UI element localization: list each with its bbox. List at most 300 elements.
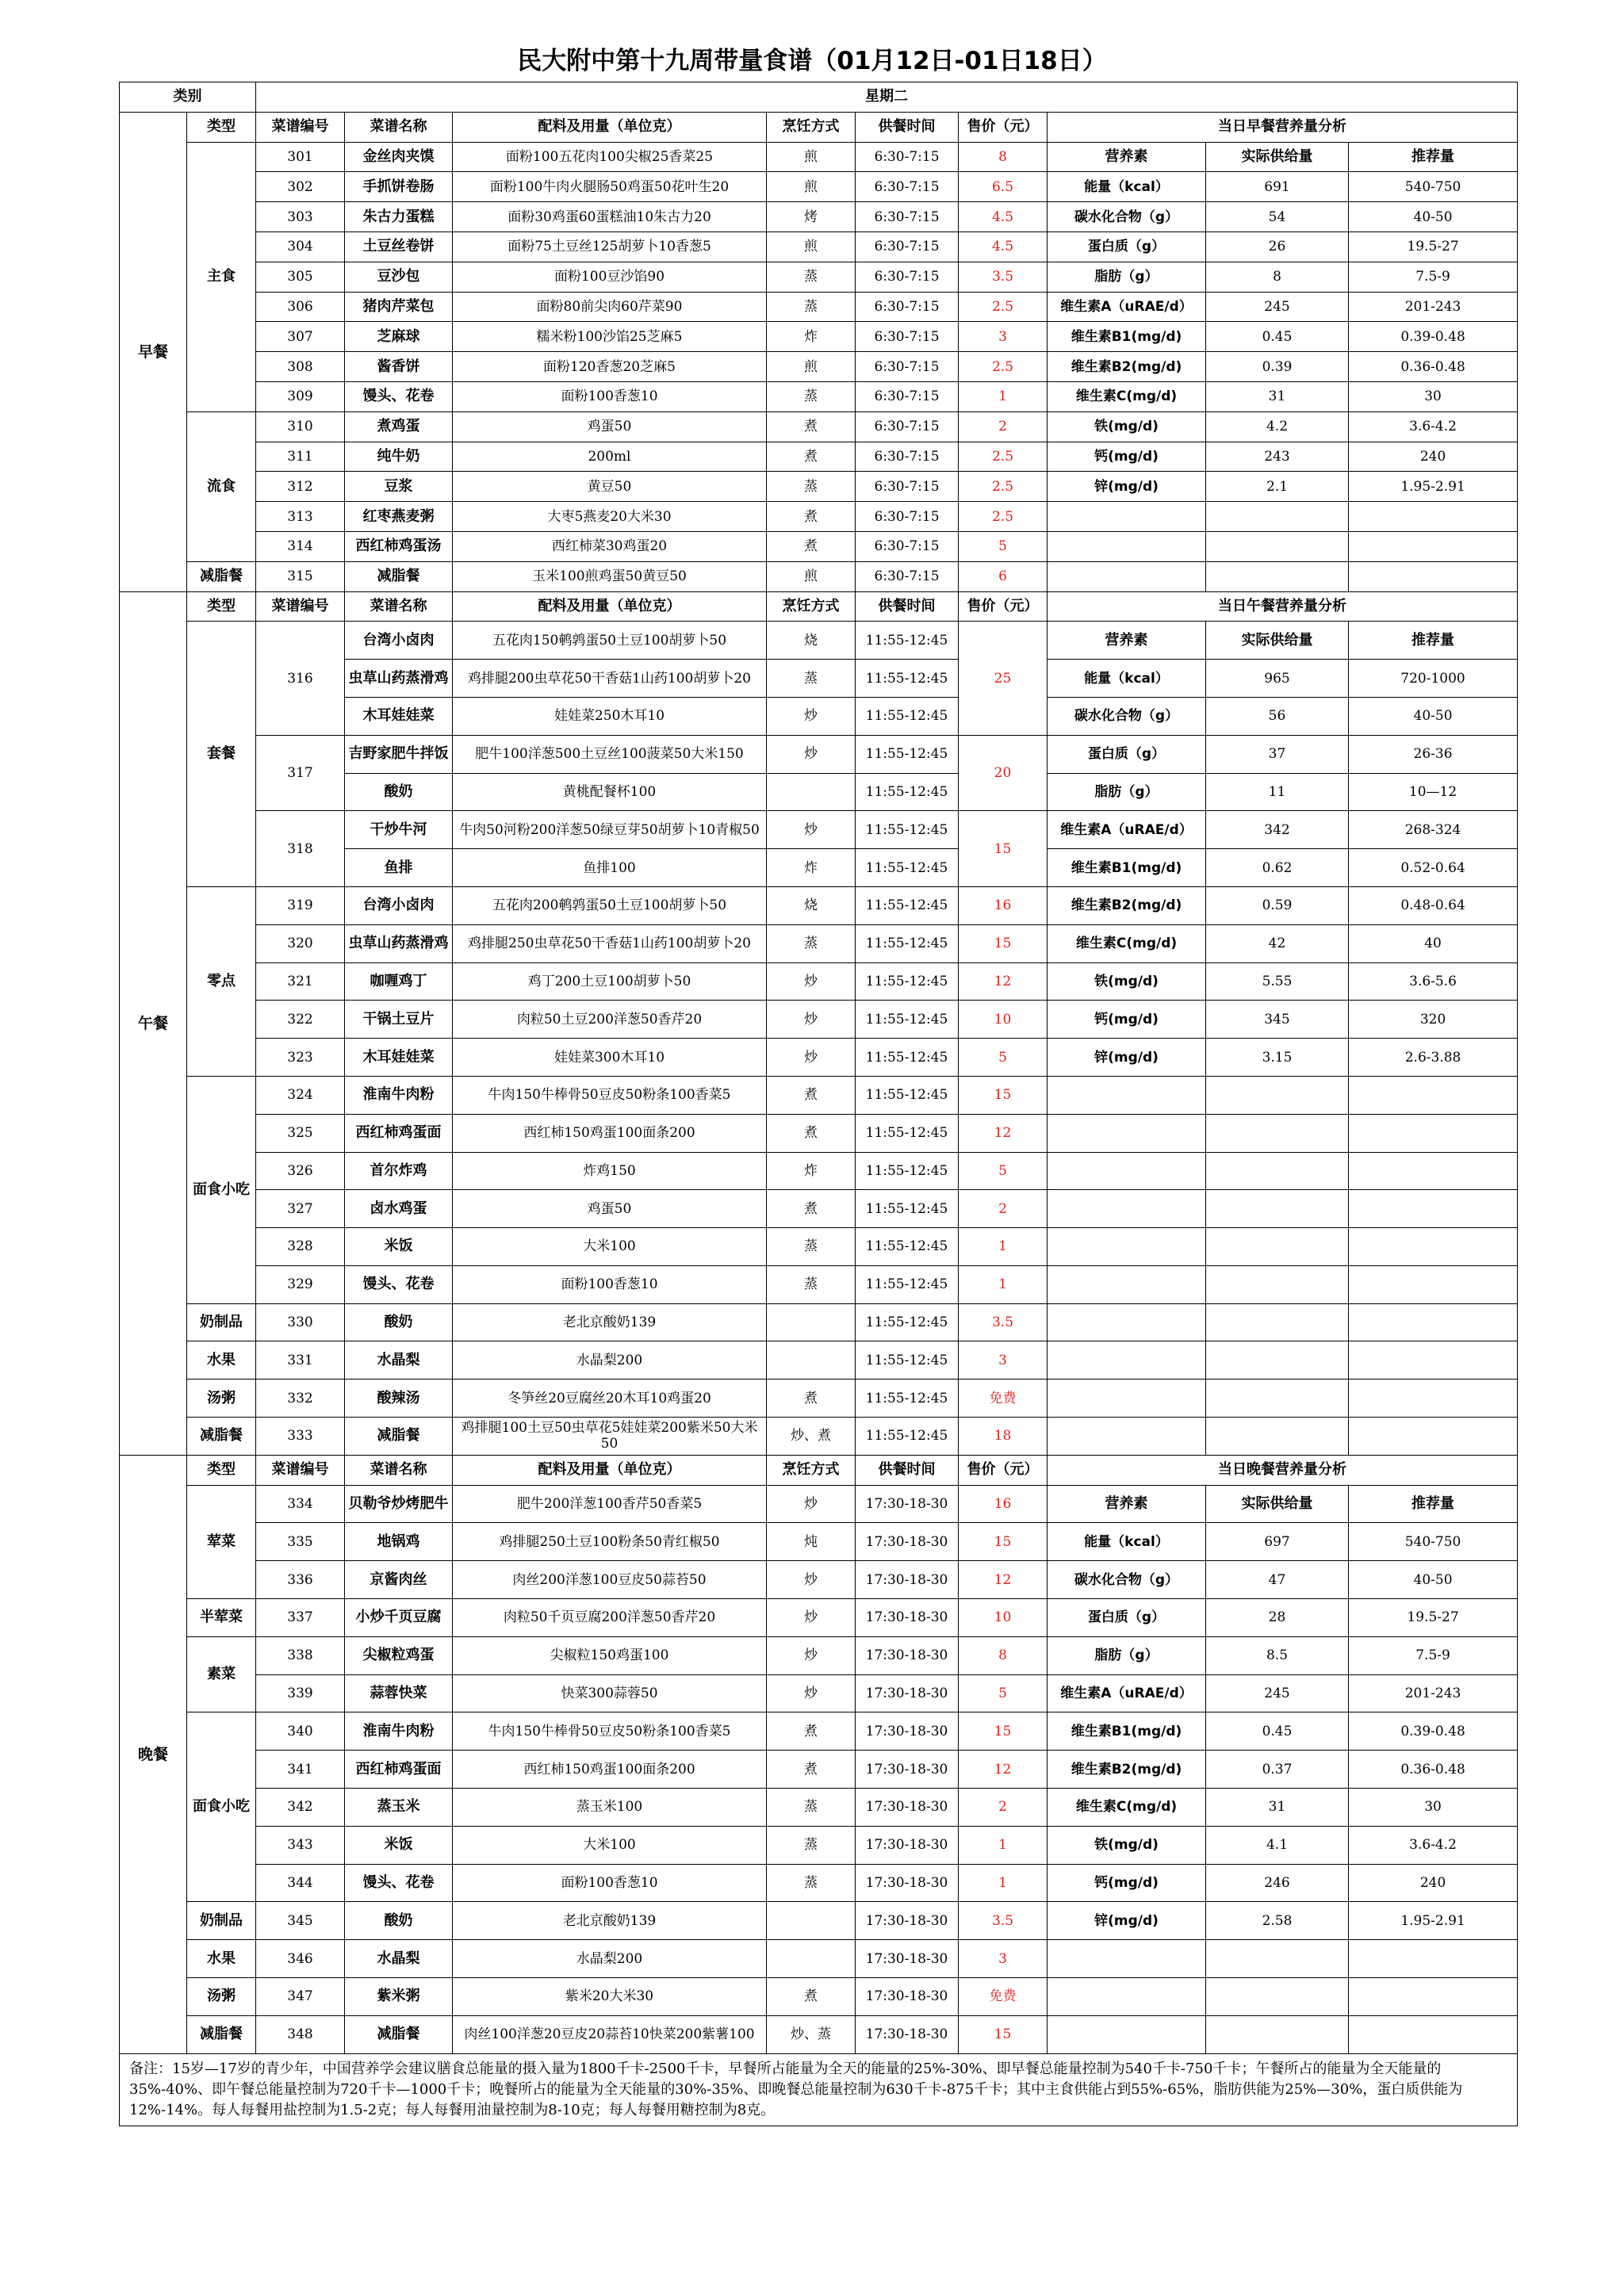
price: 1: [959, 1228, 1048, 1266]
blank-cell: [1048, 1228, 1206, 1266]
nutrient-recommended: 268-324: [1349, 811, 1518, 849]
dish-name: 纯牛奶: [345, 442, 453, 472]
dish-code: 320: [256, 924, 345, 962]
cook-method: 煎: [767, 561, 856, 591]
group-type: 面食小吃: [187, 1712, 256, 1902]
price: 免费: [959, 1978, 1048, 2016]
serve-time: 11:55-12:45: [856, 697, 959, 735]
serve-time: 11:55-12:45: [856, 849, 959, 887]
cook-method: 炒: [767, 1636, 856, 1674]
cook-method: 炒: [767, 1674, 856, 1712]
nutrient-supply: 691: [1206, 172, 1349, 202]
nutrient-recommended: 30: [1349, 1789, 1518, 1827]
dish-code: 347: [256, 1978, 345, 2016]
nutrient-name: 脂肪（g）: [1048, 1636, 1206, 1674]
nutrient-name: 维生素C(mg/d): [1048, 1789, 1206, 1827]
supply-header: 实际供给量: [1206, 142, 1349, 172]
cook-method: 蒸: [767, 924, 856, 962]
recommended-header: 推荐量: [1349, 1485, 1518, 1523]
serve-time: 11:55-12:45: [856, 1190, 959, 1228]
dish-code: 340: [256, 1712, 345, 1751]
table-row: [120, 1978, 1518, 2016]
blank-cell: [1349, 1114, 1518, 1152]
table-row: [120, 1636, 1518, 1674]
nutrient-recommended: 7.5-9: [1349, 262, 1518, 292]
dish-code: 317: [256, 735, 345, 811]
dish-code: 328: [256, 1228, 345, 1266]
table-row: [120, 1418, 1518, 1456]
blank-cell: [1206, 1076, 1349, 1114]
serve-time: 6:30-7:15: [856, 472, 959, 502]
blank-cell: [1206, 1114, 1349, 1152]
dish-code: 303: [256, 202, 345, 232]
ingredients: 西红柿菜30鸡蛋20: [453, 531, 767, 561]
nutrient-name: 维生素A（uRAE/d）: [1048, 1674, 1206, 1712]
price: 6: [959, 561, 1048, 591]
table-row: [120, 502, 1518, 532]
blank-cell: [1048, 1940, 1206, 1978]
table-row: [120, 1864, 1518, 1902]
cook-method: 蒸: [767, 1864, 856, 1902]
nutrient-name: 维生素C(mg/d): [1048, 924, 1206, 962]
ingredients: 蒸玉米100: [453, 1789, 767, 1827]
cook-method: 炒: [767, 697, 856, 735]
dish-name: 手抓饼卷肠: [345, 172, 453, 202]
serve-time: 6:30-7:15: [856, 502, 959, 532]
nutrient-supply: 697: [1206, 1523, 1349, 1561]
analysis-title: 当日晚餐营养量分析: [1048, 1455, 1518, 1485]
cook-method: 煮: [767, 1712, 856, 1751]
recommended-header: 推荐量: [1349, 142, 1518, 172]
dish-name: 减脂餐: [345, 2015, 453, 2053]
nutrient-name: 钙(mg/d): [1048, 442, 1206, 472]
cook-method: 煮: [767, 531, 856, 561]
nutrient-name: 碳水化合物（g）: [1048, 1561, 1206, 1599]
col-header-ingredients: 配料及用量（单位克）: [453, 1455, 767, 1485]
dish-name: 芝麻球: [345, 322, 453, 352]
table-row: [120, 1228, 1518, 1266]
ingredients: 肉粒50千页豆腐200洋葱50香芹20: [453, 1599, 767, 1637]
serve-time: 17:30-18-30: [856, 2015, 959, 2053]
table-row: [120, 1076, 1518, 1114]
dish-code: 311: [256, 442, 345, 472]
dish-name: 金丝肉夹馍: [345, 142, 453, 172]
ingredients: 肉丝200洋葱100豆皮50蒜苔50: [453, 1561, 767, 1599]
dish-name: 西红柿鸡蛋面: [345, 1114, 453, 1152]
blank-cell: [1349, 1341, 1518, 1380]
blank-cell: [1048, 1190, 1206, 1228]
table-row: [120, 472, 1518, 502]
analysis-title: 当日早餐营养量分析: [1048, 112, 1518, 142]
ingredients: 西红柿150鸡蛋100面条200: [453, 1114, 767, 1152]
table-row: [120, 1485, 1518, 1523]
price: 16: [959, 1485, 1048, 1523]
dish-name: 土豆丝卷饼: [345, 232, 453, 262]
cook-method: 蒸: [767, 1265, 856, 1303]
table-row: [120, 202, 1518, 232]
nutrient-supply: 37: [1206, 735, 1349, 773]
ingredients: 老北京酸奶139: [453, 1902, 767, 1940]
dish-name: 米饭: [345, 1228, 453, 1266]
nutrient-recommended: 30: [1349, 381, 1518, 411]
nutrient-name: 维生素B2(mg/d): [1048, 352, 1206, 382]
serve-time: 6:30-7:15: [856, 232, 959, 262]
nutrient-supply: 245: [1206, 1674, 1349, 1712]
cook-method: 煎: [767, 172, 856, 202]
col-header-price: 售价（元）: [959, 1455, 1048, 1485]
ingredients: 肉丝100洋葱20豆皮20蒜苔10快菜200紫薯100: [453, 2015, 767, 2053]
nutrient-supply: 28: [1206, 1599, 1349, 1637]
cook-method: 蒸: [767, 262, 856, 292]
ingredients: 肥牛100洋葱500土豆丝100菠菜50大米150: [453, 735, 767, 773]
serve-time: 17:30-18-30: [856, 1599, 959, 1637]
nutrient-supply: 342: [1206, 811, 1349, 849]
page-title: 民大附中第十九周带量食谱（01月12日-01日18日）: [517, 47, 1107, 75]
col-header-dish: 菜谱名称: [345, 591, 453, 622]
cook-method: 煮: [767, 442, 856, 472]
table-row: [120, 262, 1518, 292]
serve-time: 11:55-12:45: [856, 962, 959, 1001]
nutrient-supply: 0.62: [1206, 849, 1349, 887]
dish-code: 313: [256, 502, 345, 532]
cook-method: [767, 1902, 856, 1940]
nutrient-recommended: 7.5-9: [1349, 1636, 1518, 1674]
nutrient-header: 营养素: [1048, 1485, 1206, 1523]
serve-time: 17:30-18-30: [856, 1674, 959, 1712]
price: 8: [959, 142, 1048, 172]
nutrient-recommended: 0.36-0.48: [1349, 352, 1518, 382]
nutrient-name: 蛋白质（g）: [1048, 735, 1206, 773]
dish-name: 小炒千页豆腐: [345, 1599, 453, 1637]
serve-time: 11:55-12:45: [856, 1114, 959, 1152]
cook-method: 炒: [767, 1001, 856, 1039]
cook-method: 煮: [767, 411, 856, 442]
supply-header: 实际供给量: [1206, 622, 1349, 660]
nutrient-supply: 47: [1206, 1561, 1349, 1599]
nutrient-supply: 246: [1206, 1864, 1349, 1902]
cook-method: 蒸: [767, 1826, 856, 1864]
table-row: [120, 1712, 1518, 1751]
serve-time: 6:30-7:15: [856, 262, 959, 292]
dish-name: 西红柿鸡蛋面: [345, 1751, 453, 1789]
nutrient-name: 碳水化合物（g）: [1048, 202, 1206, 232]
ingredients: 面粉120香葱20芝麻5: [453, 352, 767, 382]
table-row: [120, 142, 1518, 172]
price: 2.5: [959, 292, 1048, 322]
price: 2.5: [959, 502, 1048, 532]
dish-name: 卤水鸡蛋: [345, 1190, 453, 1228]
nutrient-supply: 4.1: [1206, 1826, 1349, 1864]
table-row: [120, 622, 1518, 660]
price: 3.5: [959, 1902, 1048, 1940]
dish-name: 木耳娃娃菜: [345, 1039, 453, 1077]
table-row: [120, 322, 1518, 352]
table-row: [120, 1751, 1518, 1789]
ingredients: 面粉100五花肉100尖椒25香菜25: [453, 142, 767, 172]
cook-method: 蒸: [767, 381, 856, 411]
ingredients: 面粉30鸡蛋60蛋糕油10朱古力20: [453, 202, 767, 232]
table-row: [120, 411, 1518, 442]
dish-name: 减脂餐: [345, 561, 453, 591]
category-header: 类别: [120, 82, 256, 113]
nutrient-recommended: 40-50: [1349, 1561, 1518, 1599]
price: 6.5: [959, 172, 1048, 202]
nutrient-supply: 56: [1206, 697, 1349, 735]
serve-time: 17:30-18-30: [856, 1864, 959, 1902]
nutrient-recommended: 3.6-4.2: [1349, 411, 1518, 442]
blank-cell: [1349, 1303, 1518, 1341]
price: 16: [959, 886, 1048, 924]
nutrient-name: 铁(mg/d): [1048, 962, 1206, 1001]
dish-code: 319: [256, 886, 345, 924]
cook-method: 炒: [767, 1599, 856, 1637]
cook-method: 炖: [767, 1523, 856, 1561]
ingredients: 面粉100香葱10: [453, 381, 767, 411]
price: 20: [959, 735, 1048, 811]
serve-time: 17:30-18-30: [856, 1902, 959, 1940]
dish-code: 305: [256, 262, 345, 292]
cook-method: 炸: [767, 1152, 856, 1190]
group-type: 奶制品: [187, 1902, 256, 1940]
dish-code: 344: [256, 1864, 345, 1902]
nutrient-recommended: 1.95-2.91: [1349, 1902, 1518, 1940]
group-type: 汤粥: [187, 1380, 256, 1418]
nutrient-recommended: 10—12: [1349, 773, 1518, 811]
blank-cell: [1206, 1190, 1349, 1228]
price: 10: [959, 1599, 1048, 1637]
group-type: 流食: [187, 411, 256, 561]
ingredients: 大枣5燕麦20大米30: [453, 502, 767, 532]
dish-code: 325: [256, 1114, 345, 1152]
nutrient-name: 维生素B1(mg/d): [1048, 322, 1206, 352]
serve-time: 11:55-12:45: [856, 1380, 959, 1418]
ingredients: 娃娃菜300木耳10: [453, 1039, 767, 1077]
serve-time: 11:55-12:45: [856, 622, 959, 660]
cook-method: 煮: [767, 1114, 856, 1152]
cook-method: 蒸: [767, 660, 856, 698]
dish-code: 338: [256, 1636, 345, 1674]
price: 15: [959, 924, 1048, 962]
cook-method: 炒: [767, 1485, 856, 1523]
blank-cell: [1206, 1940, 1349, 1978]
blank-cell: [1349, 1152, 1518, 1190]
nutrient-supply: 4.2: [1206, 411, 1349, 442]
nutrient-header: 营养素: [1048, 622, 1206, 660]
dish-name: 台湾小卤肉: [345, 622, 453, 660]
nutrient-name: 锌(mg/d): [1048, 1039, 1206, 1077]
ingredients: 老北京酸奶139: [453, 1303, 767, 1341]
ingredients: 面粉100香葱10: [453, 1265, 767, 1303]
table-row: [120, 886, 1518, 924]
dish-code: 307: [256, 322, 345, 352]
nutrient-supply: 243: [1206, 442, 1349, 472]
dish-name: 朱古力蛋糕: [345, 202, 453, 232]
price: 5: [959, 531, 1048, 561]
col-header-method: 烹饪方式: [767, 1455, 856, 1485]
cook-method: 煎: [767, 232, 856, 262]
ingredients: 鸡蛋50: [453, 411, 767, 442]
ingredients: 面粉75土豆丝125胡萝卜10香葱5: [453, 232, 767, 262]
nutrient-recommended: 0.39-0.48: [1349, 1712, 1518, 1751]
ingredients: 鸡丁200土豆100胡萝卜50: [453, 962, 767, 1001]
nutrient-supply: 2.1: [1206, 472, 1349, 502]
dish-code: 334: [256, 1485, 345, 1523]
price: 4.5: [959, 232, 1048, 262]
table-row: [120, 1674, 1518, 1712]
ingredients: 水晶梨200: [453, 1341, 767, 1380]
table-row: [120, 1599, 1518, 1637]
dish-code: 304: [256, 232, 345, 262]
nutrient-supply: 31: [1206, 381, 1349, 411]
price: 3.5: [959, 262, 1048, 292]
ingredients: 娃娃菜250木耳10: [453, 697, 767, 735]
dish-name: 豆浆: [345, 472, 453, 502]
price: 2.5: [959, 472, 1048, 502]
dish-name: 鱼排: [345, 849, 453, 887]
dish-name: 红枣燕麦粥: [345, 502, 453, 532]
ingredients: 牛肉150牛棒骨50豆皮50粉条100香菜5: [453, 1712, 767, 1751]
dish-name: 地锅鸡: [345, 1523, 453, 1561]
ingredients: 快菜300蒜蓉50: [453, 1674, 767, 1712]
dish-name: 馒头、花卷: [345, 1864, 453, 1902]
serve-time: 6:30-7:15: [856, 442, 959, 472]
dish-name: 虫草山药蒸滑鸡: [345, 924, 453, 962]
table-row: [120, 561, 1518, 591]
price: 10: [959, 1001, 1048, 1039]
group-type: 素菜: [187, 1636, 256, 1712]
ingredients: 面粉100豆沙馅90: [453, 262, 767, 292]
cook-method: 蒸: [767, 472, 856, 502]
nutrient-name: 维生素B1(mg/d): [1048, 849, 1206, 887]
price: 25: [959, 622, 1048, 735]
dish-name: 豆沙包: [345, 262, 453, 292]
nutrient-recommended: 540-750: [1349, 1523, 1518, 1561]
serve-time: 17:30-18-30: [856, 1826, 959, 1864]
blank-cell: [1349, 2015, 1518, 2053]
dish-code: 333: [256, 1418, 345, 1456]
price: 15: [959, 1076, 1048, 1114]
nutrient-name: 钙(mg/d): [1048, 1001, 1206, 1039]
group-type: 汤粥: [187, 1978, 256, 2016]
nutrient-supply: 345: [1206, 1001, 1349, 1039]
dish-name: 西红柿鸡蛋汤: [345, 531, 453, 561]
blank-cell: [1206, 1228, 1349, 1266]
nutrient-supply: 0.39: [1206, 352, 1349, 382]
dish-code: 309: [256, 381, 345, 411]
dish-name: 馒头、花卷: [345, 381, 453, 411]
group-type: 荤菜: [187, 1485, 256, 1598]
serve-time: 11:55-12:45: [856, 1265, 959, 1303]
table-row: [120, 1341, 1518, 1380]
group-type: 奶制品: [187, 1303, 256, 1341]
cook-method: 煎: [767, 142, 856, 172]
blank-cell: [1206, 1303, 1349, 1341]
cook-method: 煮: [767, 1978, 856, 2016]
price: 12: [959, 962, 1048, 1001]
nutrient-name: 脂肪（g）: [1048, 773, 1206, 811]
table-row: [120, 1940, 1518, 1978]
serve-time: 6:30-7:15: [856, 561, 959, 591]
group-type: 套餐: [187, 622, 256, 887]
dish-name: 咖喱鸡丁: [345, 962, 453, 1001]
nutrient-supply: 965: [1206, 660, 1349, 698]
nutrient-supply: 0.59: [1206, 886, 1349, 924]
cook-method: 蒸: [767, 1789, 856, 1827]
serve-time: 17:30-18-30: [856, 1523, 959, 1561]
price: 5: [959, 1039, 1048, 1077]
price: 2: [959, 1789, 1048, 1827]
price: 3.5: [959, 1303, 1048, 1341]
price: 2.5: [959, 352, 1048, 382]
table-row: [120, 924, 1518, 962]
cook-method: 炒、蒸: [767, 2015, 856, 2053]
group-type: 减脂餐: [187, 561, 256, 591]
blank-cell: [1206, 1380, 1349, 1418]
blank-cell: [1206, 2015, 1349, 2053]
price: 4.5: [959, 202, 1048, 232]
cook-method: 炸: [767, 849, 856, 887]
ingredients: 炸鸡150: [453, 1152, 767, 1190]
dish-code: 337: [256, 1599, 345, 1637]
blank-cell: [1206, 561, 1349, 591]
nutrient-supply: 3.15: [1206, 1039, 1349, 1077]
nutrient-recommended: 3.6-5.6: [1349, 962, 1518, 1001]
serve-time: 11:55-12:45: [856, 735, 959, 773]
dish-name: 尖椒粒鸡蛋: [345, 1636, 453, 1674]
dish-name: 蒜蓉快菜: [345, 1674, 453, 1712]
dish-name: 吉野家肥牛拌饭: [345, 735, 453, 773]
ingredients: 牛肉50河粉200洋葱50绿豆芽50胡萝卜10青椒50: [453, 811, 767, 849]
col-header-time: 供餐时间: [856, 591, 959, 622]
price: 15: [959, 1523, 1048, 1561]
nutrient-supply: 5.55: [1206, 962, 1349, 1001]
serve-time: 17:30-18-30: [856, 1636, 959, 1674]
col-header-time: 供餐时间: [856, 112, 959, 142]
dish-code: 301: [256, 142, 345, 172]
dish-code: 327: [256, 1190, 345, 1228]
price: 3: [959, 1940, 1048, 1978]
blank-cell: [1048, 1076, 1206, 1114]
nutrient-name: 维生素A（uRAE/d）: [1048, 292, 1206, 322]
nutrient-name: 钙(mg/d): [1048, 1864, 1206, 1902]
ingredients: 鸡排腿250土豆100粉条50青红椒50: [453, 1523, 767, 1561]
cook-method: 蒸: [767, 1228, 856, 1266]
table-row: [120, 735, 1518, 773]
blank-cell: [1206, 1341, 1349, 1380]
dish-code: 330: [256, 1303, 345, 1341]
dish-code: 345: [256, 1902, 345, 1940]
dish-name: 水晶梨: [345, 1940, 453, 1978]
cook-method: 煮: [767, 1380, 856, 1418]
serve-time: 11:55-12:45: [856, 1039, 959, 1077]
cook-method: [767, 1341, 856, 1380]
dish-name: 减脂餐: [345, 1418, 453, 1456]
ingredients: 黄桃配餐杯100: [453, 773, 767, 811]
price: 5: [959, 1152, 1048, 1190]
cook-method: 炒: [767, 962, 856, 1001]
dish-name: 紫米粥: [345, 1978, 453, 2016]
price: 1: [959, 381, 1048, 411]
nutrient-name: 维生素C(mg/d): [1048, 381, 1206, 411]
table-row: [120, 962, 1518, 1001]
serve-time: 11:55-12:45: [856, 1001, 959, 1039]
cook-method: 炒: [767, 1561, 856, 1599]
col-header-method: 烹饪方式: [767, 112, 856, 142]
blank-cell: [1349, 1228, 1518, 1266]
nutrient-recommended: 40: [1349, 924, 1518, 962]
nutrient-recommended: 0.48-0.64: [1349, 886, 1518, 924]
serve-time: 6:30-7:15: [856, 352, 959, 382]
